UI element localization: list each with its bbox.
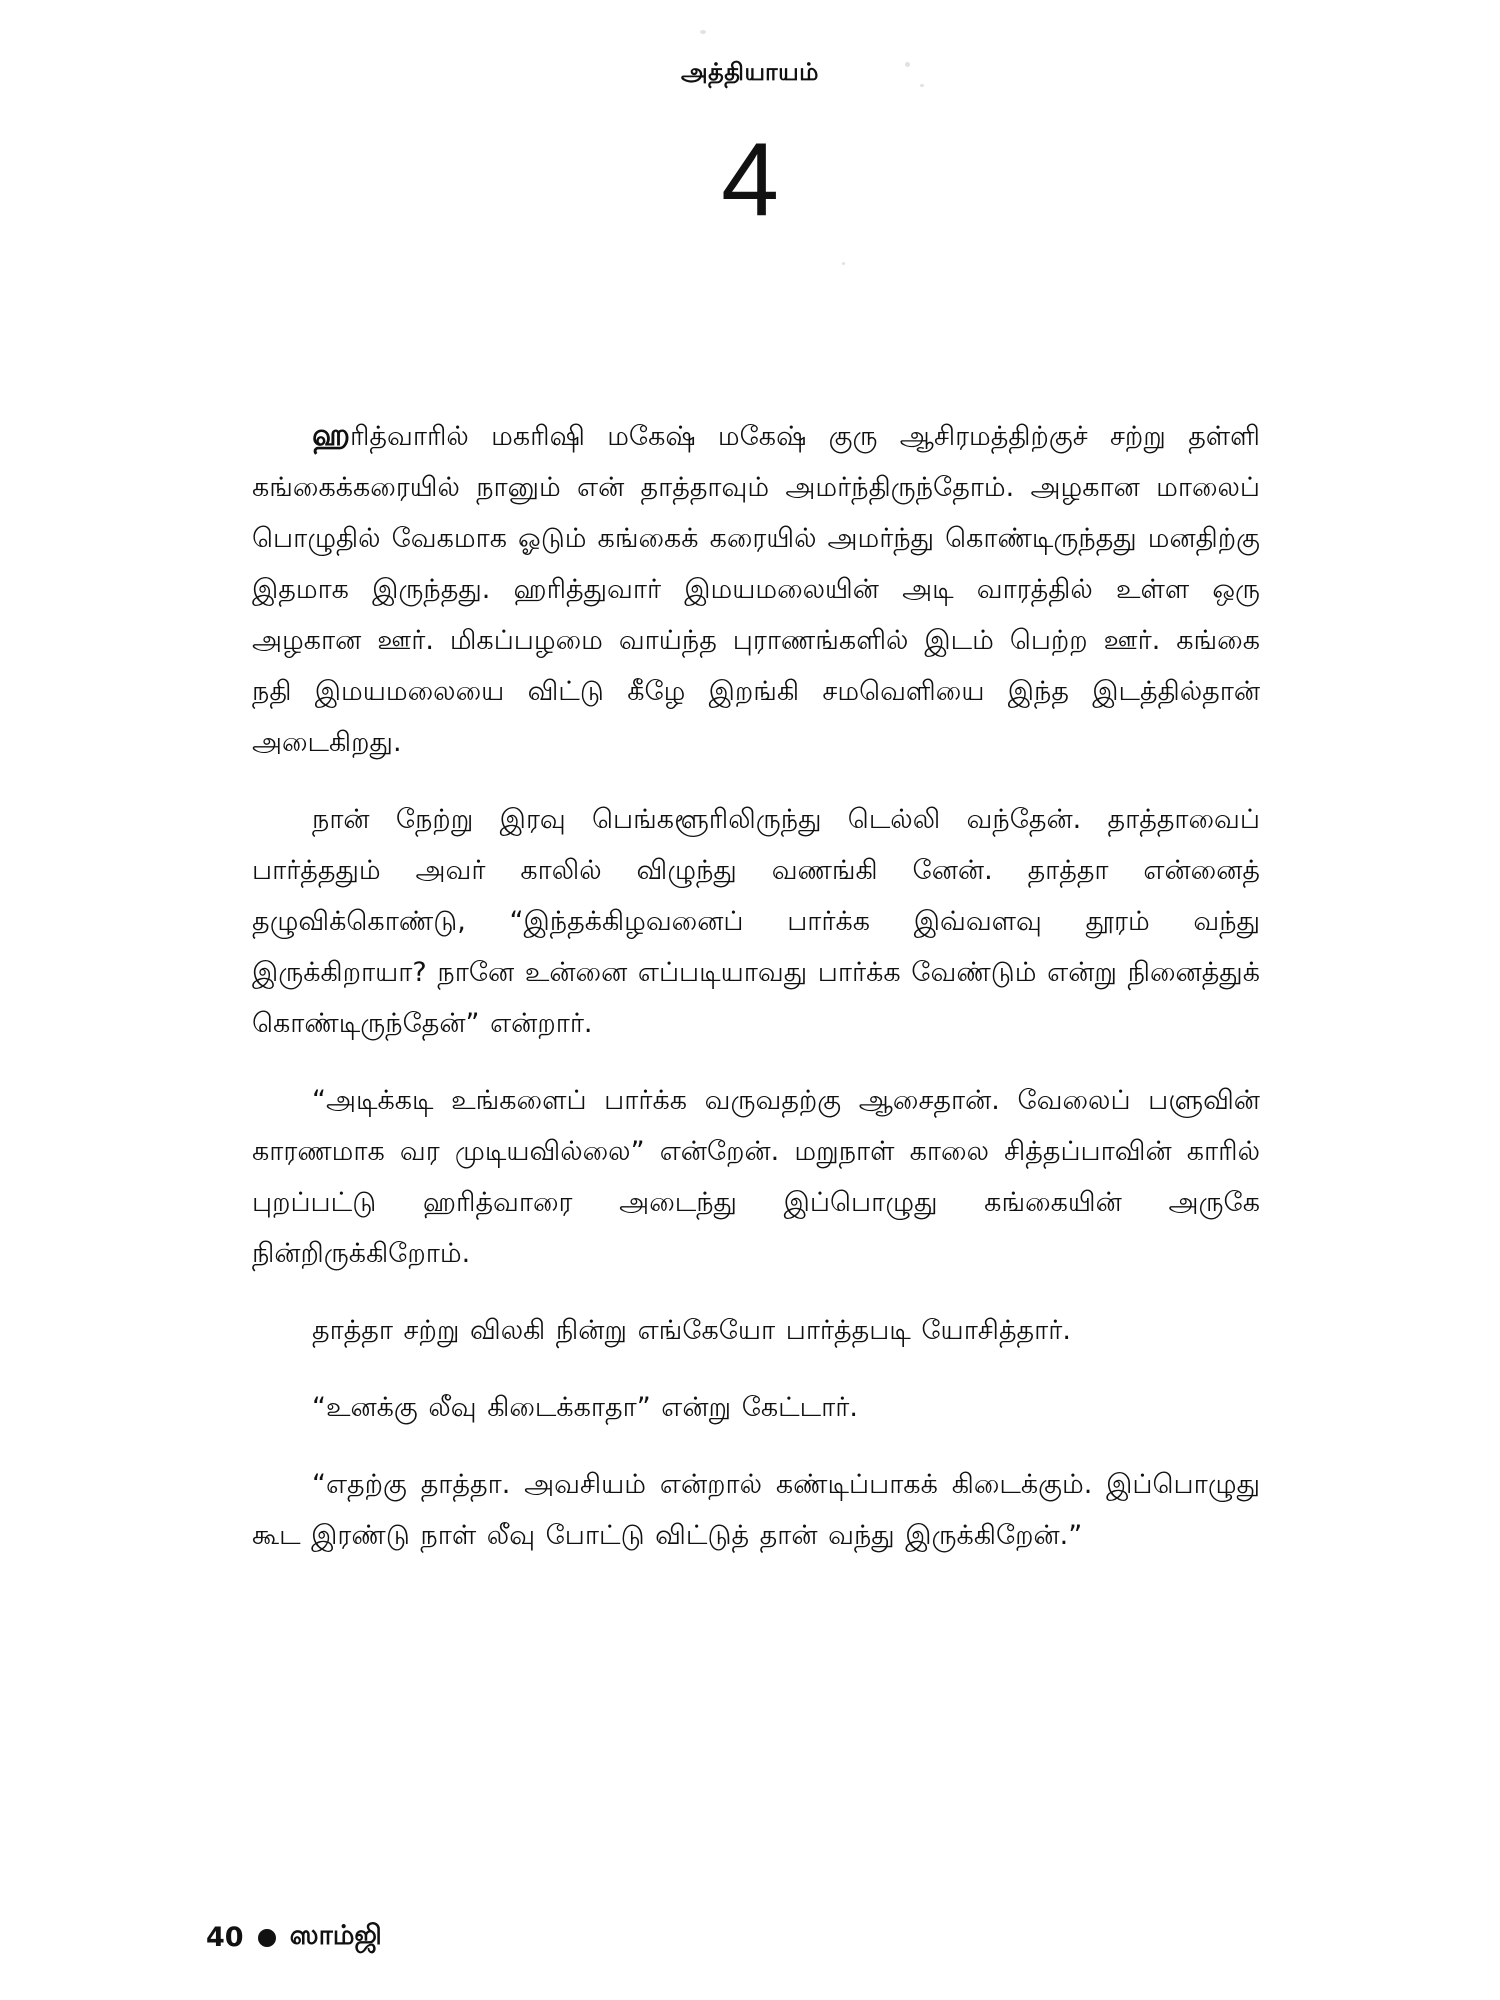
paragraph-5: “உனக்கு லீவு கிடைக்காதா” என்று கேட்டார். [312,1392,858,1423]
body-text [252,410,1260,1587]
chapter-label: அத்தியாயம் [681,58,819,86]
paragraph-4: தாத்தா சற்று விலகி நின்று எங்கேயோ பார்த்தபடி யோசித்தார். [312,1315,1071,1346]
paper-speck [842,262,845,265]
paragraph-1 [252,410,1260,768]
author-name: ஸாம்ஜி [289,1920,382,1951]
paragraph-2: நான் நேற்று இரவு பெங்களூரிலிருந்து டெல்லி வந்தேன். தாத்தாவைப் பார்த்ததும் அவர் காலில் விழுந்து வணங்கி னேன். தாத்தா என்னைத் தழுவிக்கொண்டு, “இந்தக்கிழவனைப் பார்க்க இவ்வளவு தூரம் வந்து இருக்கிறாயா? நானே உன்னை எப்படியாவது பார்க்க வேண்டும் என்று நினைத்துக் கொண்டிருந்தேன்” என்றார். [252,804,1260,1039]
paragraph-text: ரித்வாரில் மகரிஷி மகேஷ் மகேஷ் குரு ஆசிரமத்திற்குச் சற்று தள்ளி கங்கைக்கரையில் நானும் என் தாத்தாவும் அமர்ந்திருந்தோம். அழகான மாலைப் பொழுதில் வேகமாக ஓடும் கங்கைக் கரையில் அமர்ந்து கொண்டிருந்தது மனதிற்கு இதமாக இருந்தது. ஹரித்துவார் இமயமலையின் அடி வாரத்தில் உள்ள ஒரு அழகான ஊர். மிகப்பழமை வாய்ந்த புராணங்களில் இடம் பெற்ற ஊர். கங்கை நதி இமயமலையை விட்டு கீழே இறங்கி சமவெளியை இந்த இடத்தில்தான் அடைகிறது. [252,421,1260,758]
paragraph-6: “எதற்கு தாத்தா. அவசியம் என்றால் கண்டிப்பாகக் கிடைக்கும். இப்பொழுது கூட இரண்டு நாள் லீவு போட்டு விட்டுத் தான் வந்து இருக்கிறேன்.” [252,1469,1260,1551]
bullet-dot-icon [258,1929,276,1947]
page-number: 40 [206,1922,244,1953]
paper-speck [700,30,706,34]
chapter-number: 4 [721,122,779,238]
paragraph-3: “அடிக்கடி உங்களைப் பார்க்க வருவதற்கு ஆசைதான். வேலைப் பளுவின் காரணமாக வர முடியவில்லை” என்றேன். மறுநாள் காலை சித்தப்பாவின் காரில் புறப்பட்டு ஹரித்வாரை அடைந்து இப்பொழுது கங்கையின் அருகே நின்றிருக்கிறோம். [252,1085,1260,1269]
drop-cap: ஹ [312,417,350,453]
page-footer [206,1920,382,1955]
